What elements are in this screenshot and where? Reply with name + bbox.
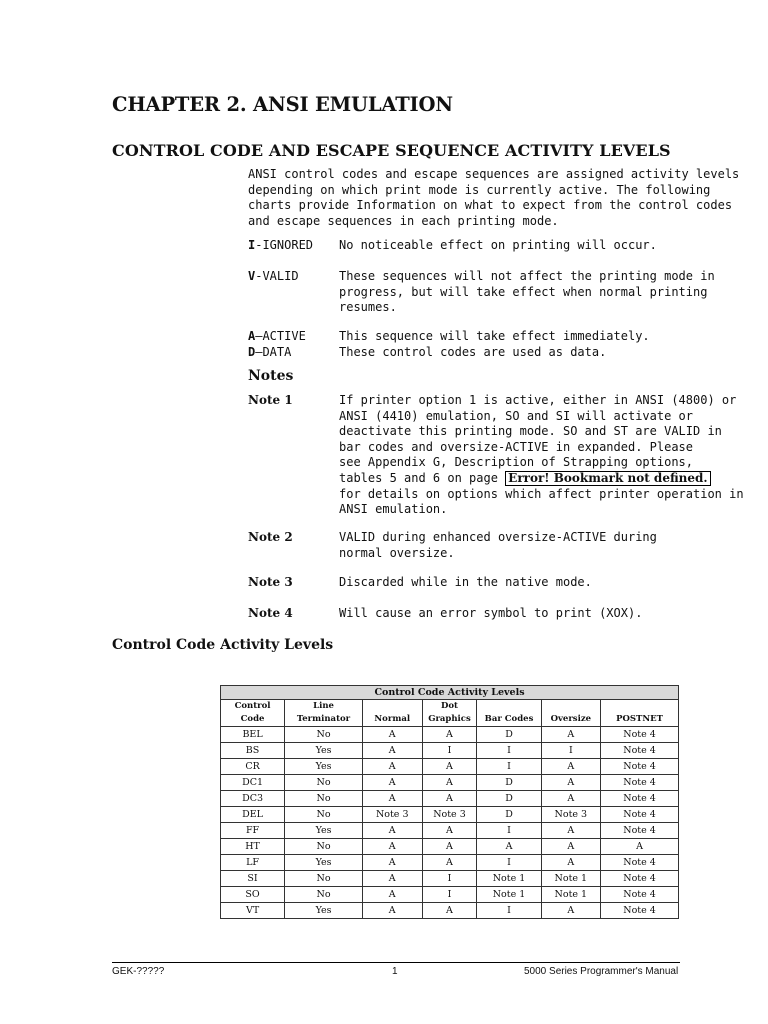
column-header-top: Line	[313, 701, 334, 711]
table-cell: Yes	[285, 903, 363, 919]
table-cell: A	[422, 791, 477, 807]
note3-label: Note 3	[248, 575, 293, 589]
legend-term-active: A–ACTIVE	[248, 329, 306, 343]
table-row	[221, 743, 679, 759]
table-row	[221, 839, 679, 855]
legend-term-valid: V-VALID	[248, 269, 299, 283]
table-cell: LF	[221, 855, 285, 871]
table-cell: SO	[221, 887, 285, 903]
table-cell: I	[477, 903, 541, 919]
table-cell: VT	[221, 903, 285, 919]
table-cell: No	[285, 727, 363, 743]
table-cell: Note 3	[362, 807, 422, 823]
table-cell: DC1	[221, 775, 285, 791]
table-row	[221, 823, 679, 839]
table-cell: D	[477, 727, 541, 743]
note1-label: Note 1	[248, 393, 293, 407]
table-cell: A	[422, 855, 477, 871]
table-row	[221, 903, 679, 919]
legend-desc-data: These control codes are used as data.	[339, 345, 607, 359]
table-cell: I	[477, 823, 541, 839]
table-cell: SI	[221, 871, 285, 887]
footer-manual-title: 5000 Series Programmer's Manual	[524, 966, 679, 977]
table-cell: Note 1	[477, 887, 541, 903]
note2-label: Note 2	[248, 530, 293, 544]
table-cell: DC3	[221, 791, 285, 807]
table-cell: No	[285, 775, 363, 791]
table-row	[221, 887, 679, 903]
table-cell: A	[601, 839, 679, 855]
legend-desc-active: This sequence will take effect immediately.	[339, 329, 650, 343]
column-header-top	[542, 700, 601, 713]
table-cell: Note 4	[601, 727, 679, 743]
table-cell: I	[422, 871, 477, 887]
column-header-top: Dot	[440, 701, 458, 711]
table-cell: Note 4	[601, 791, 679, 807]
table-cell: A	[541, 791, 601, 807]
table-cell: A	[362, 791, 422, 807]
legend-term-data: D–DATA	[248, 345, 292, 359]
control-code-table	[220, 685, 679, 919]
table-cell: Note 1	[477, 871, 541, 887]
note3-text: Discarded while in the native mode.	[339, 575, 592, 589]
table-cell: A	[422, 727, 477, 743]
table-cell: D	[477, 775, 541, 791]
chapter-title: CHAPTER 2. ANSI EMULATION	[112, 93, 453, 116]
table-cell: Note 4	[601, 759, 679, 775]
table-cell: Note 3	[422, 807, 477, 823]
intro-line: charts provide Information on what to expect from the control codes	[248, 198, 733, 213]
column-header	[362, 700, 422, 727]
table-cell: A	[422, 759, 477, 775]
table-cell: FF	[221, 823, 285, 839]
column-header-bottom: Oversize	[550, 714, 592, 724]
table-cell: I	[422, 743, 477, 759]
footer-doc-id: GEK-?????	[112, 966, 165, 977]
table-row	[221, 727, 679, 743]
table-cell: Note 3	[541, 807, 601, 823]
intro-line: depending on which print mode is currently active. The following	[248, 182, 711, 197]
table-cell: A	[362, 887, 422, 903]
table-cell: A	[362, 727, 422, 743]
table-cell: Note 4	[601, 871, 679, 887]
footer-rule	[112, 962, 680, 963]
intro-line: and escape sequences in each printing mode.	[248, 214, 559, 229]
table-cell: A	[362, 823, 422, 839]
table-cell: A	[362, 775, 422, 791]
table-cell: Yes	[285, 823, 363, 839]
table-cell: A	[362, 759, 422, 775]
table-cell: CR	[221, 759, 285, 775]
table-cell: I	[477, 743, 541, 759]
table-cell: Yes	[285, 743, 363, 759]
table-cell: A	[541, 903, 601, 919]
table-cell: Note 1	[541, 871, 601, 887]
table-cell: A	[422, 823, 477, 839]
table-cell: No	[285, 887, 363, 903]
table-row	[221, 759, 679, 775]
table-cell: A	[477, 839, 541, 855]
table-row	[221, 855, 679, 871]
column-header-bottom: POSTNET	[616, 714, 663, 724]
table-cell: A	[362, 839, 422, 855]
table-cell: A	[362, 871, 422, 887]
column-header	[422, 700, 477, 727]
column-header	[541, 700, 601, 727]
table-cell: Yes	[285, 759, 363, 775]
table-cell: A	[422, 903, 477, 919]
table-cell: Note 1	[541, 887, 601, 903]
note2-text: VALID during enhanced oversize-ACTIVE during normal oversize.	[339, 530, 657, 560]
table-cell: A	[422, 775, 477, 791]
column-header	[601, 700, 679, 727]
table-cell: A	[422, 839, 477, 855]
legend-desc-ignored: No noticeable effect on printing will occur.	[339, 238, 657, 252]
column-header-top	[601, 700, 678, 713]
footer-page-number: 1	[392, 966, 398, 977]
note4-text: Will cause an error symbol to print (XOX).	[339, 606, 643, 620]
table-caption: Control Code Activity Levels	[221, 686, 679, 700]
table-cell: A	[362, 855, 422, 871]
column-header-top	[477, 700, 540, 713]
table-cell: D	[477, 807, 541, 823]
note1-text: If printer option 1 is active, either in ANSI (4800) or ANSI (4410) emulation, SO and SI will activate or deactivate this printing mode. SO and ST are VALID in bar codes and oversize-ACTIVE in expanded. Please see Appendix G, Description of Strapping options, tables 5 and 6 on page Error! Bookmark not defined. for details on options which affect printer operation in ANSI emulation.	[339, 393, 744, 517]
table-cell: No	[285, 807, 363, 823]
table-cell: D	[477, 791, 541, 807]
table-cell: Note 4	[601, 887, 679, 903]
table-cell: No	[285, 839, 363, 855]
intro-paragraph	[248, 167, 740, 230]
column-header-bottom: Graphics	[428, 714, 471, 724]
legend-term-ignored: I-IGNORED	[248, 238, 314, 252]
table-cell: Note 4	[601, 775, 679, 791]
table-cell: I	[477, 855, 541, 871]
table-cell: I	[477, 759, 541, 775]
table-cell: I	[422, 887, 477, 903]
table-cell: HT	[221, 839, 285, 855]
note4-label: Note 4	[248, 606, 293, 620]
table-cell: Note 4	[601, 743, 679, 759]
table-cell: A	[541, 855, 601, 871]
table-cell: Note 4	[601, 855, 679, 871]
table-cell: A	[541, 823, 601, 839]
table-cell: I	[541, 743, 601, 759]
table-cell: A	[362, 903, 422, 919]
table-cell: Yes	[285, 855, 363, 871]
bookmark-error: Error! Bookmark not defined.	[505, 471, 710, 486]
notes-heading: Notes	[248, 368, 294, 384]
table-cell: A	[541, 727, 601, 743]
table-row	[221, 871, 679, 887]
intro-line: ANSI control codes and escape sequences are assigned activity levels	[248, 167, 740, 181]
column-header-bottom: Bar Codes	[484, 714, 534, 724]
column-header-top	[363, 700, 422, 713]
table-cell: Note 4	[601, 823, 679, 839]
table-cell: A	[362, 743, 422, 759]
column-header-bottom: Normal	[374, 714, 411, 724]
table-cell: BEL	[221, 727, 285, 743]
table-cell: No	[285, 871, 363, 887]
column-header-top: Control	[234, 701, 271, 711]
section-title: CONTROL CODE AND ESCAPE SEQUENCE ACTIVITY LEVELS	[112, 141, 671, 160]
table-row	[221, 791, 679, 807]
table-cell: A	[541, 839, 601, 855]
table-section-title: Control Code Activity Levels	[112, 637, 334, 653]
table-cell: Note 4	[601, 807, 679, 823]
column-header	[221, 700, 285, 727]
table-cell: No	[285, 791, 363, 807]
table-cell: BS	[221, 743, 285, 759]
table-row	[221, 775, 679, 791]
column-header	[285, 700, 363, 727]
column-header-bottom: Code	[240, 714, 265, 724]
table-row	[221, 807, 679, 823]
legend-desc-valid: These sequences will not affect the printing mode in progress, but will take effect when normal printing resumes.	[339, 269, 715, 315]
table-cell: A	[541, 775, 601, 791]
table-cell: DEL	[221, 807, 285, 823]
table-cell: A	[541, 759, 601, 775]
column-header	[477, 700, 541, 727]
column-header-bottom: Terminator	[296, 714, 351, 724]
table-cell: Note 4	[601, 903, 679, 919]
